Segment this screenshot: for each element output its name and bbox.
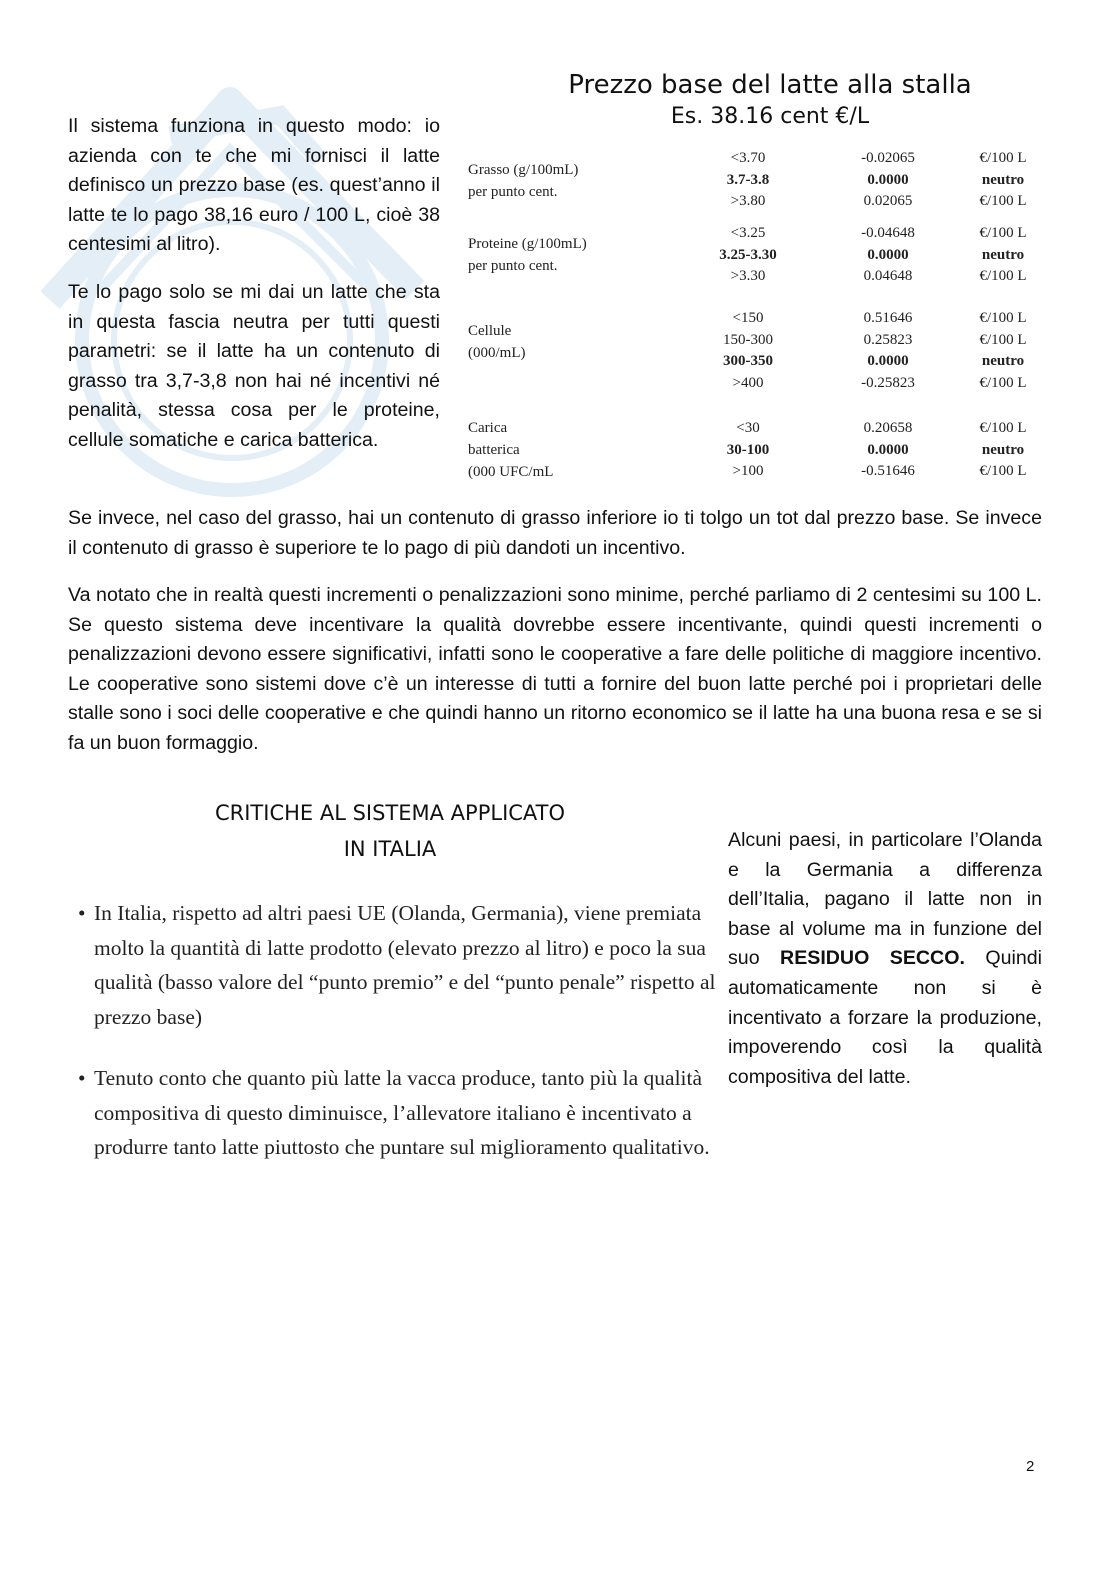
- slide-title: Prezzo base del latte alla stalla: [568, 70, 972, 100]
- slide-subtitle: Es. 38.16 cent €/L: [670, 104, 870, 129]
- table-group-label: Grasso (g/100mL): [468, 162, 579, 178]
- table-cell-range: 3.25-3.30: [719, 246, 777, 263]
- table-cell-unit: neutro: [981, 353, 1025, 370]
- critiche-bullet-2-text: Tenuto conto che quanto più latte la vacca produce, tanto più la qualità compositiva di questo diminuisce, l’allevatore italiano è incentivato a produrre tanto latte piuttosto che puntare sul miglioramento qualitativo.: [94, 1066, 710, 1159]
- table-cell-value: -0.04648: [861, 225, 915, 241]
- table-cell-unit: €/100 L: [979, 375, 1027, 392]
- table-cell-unit: €/100 L: [979, 463, 1027, 480]
- table-cell-unit: neutro: [981, 246, 1025, 263]
- table-cell-range: 150-300: [723, 331, 773, 348]
- table-group-label: per punto cent.: [468, 258, 558, 274]
- table-cell-range: <150: [732, 310, 764, 326]
- table-cell-unit: neutro: [981, 171, 1025, 188]
- page-number: 2: [1026, 1458, 1035, 1475]
- table-group-label: (000/mL): [468, 345, 526, 361]
- critiche-bullet-2: [78, 1061, 724, 1165]
- table-cell-range: >3.30: [730, 268, 766, 285]
- table-cell-value: -0.51646: [861, 463, 915, 480]
- table-cell-value: 0.20658: [863, 420, 913, 436]
- bullet-icon: •: [78, 901, 86, 925]
- table-cell-range: <3.25: [730, 225, 766, 241]
- critiche-bullet-1: [78, 896, 724, 1034]
- table-cell-unit: €/100 L: [979, 310, 1027, 326]
- table-cell-range: >400: [732, 375, 764, 392]
- table-cell-range: >100: [732, 463, 764, 480]
- table-cell-range: >3.80: [730, 193, 766, 210]
- table-cell-value: 0.04648: [863, 268, 913, 285]
- table-cell-unit: €/100 L: [979, 150, 1027, 166]
- table-cell-range: <3.70: [730, 150, 766, 166]
- table-cell-range: 300-350: [723, 353, 773, 370]
- table-group-label: Carica: [468, 420, 508, 436]
- table-cell-value: 0.51646: [863, 310, 913, 326]
- table-cell-value: 0.02065: [863, 193, 913, 210]
- table-group-label: Cellule: [468, 323, 512, 339]
- side-paragraph-bold: RESIDUO SECCO.: [780, 947, 965, 970]
- table-group-label: batterica: [468, 442, 520, 458]
- table-cell-value: 0.0000: [867, 353, 909, 370]
- table-group-label: (000 UFC/mL: [468, 464, 554, 480]
- table-cell-value: 0.0000: [867, 441, 909, 458]
- critiche-bullet-1-text: In Italia, rispetto ad altri paesi UE (Olanda, Germania), viene premiata molto la quantità di latte prodotto (elevato prezzo al litro) e poco la sua qualità (basso valore del “punto premio” e del “punto penale” rispetto al prezzo base): [94, 901, 716, 1029]
- table-group-label: per punto cent.: [468, 184, 558, 200]
- table-group-label: Proteine (g/100mL): [468, 236, 587, 252]
- table-cell-value: 0.0000: [867, 171, 909, 188]
- table-cell-unit: €/100 L: [979, 420, 1027, 436]
- side-paragraph-end: Quindi automaticamente non si è incentivato a forzare la produzione, impoverendo così la qualità compositiva del latte.: [728, 947, 1042, 1088]
- intro-paragraph-1: Il sistema funziona in questo modo: io azienda con te che mi fornisci il latte definisco un prezzo base (es. quest’anno il latte te lo pago 38,16 euro / 100 L, cioè 38 centesimi al litro).: [68, 115, 440, 256]
- table-cell-value: 0.0000: [867, 246, 909, 263]
- table-cell-unit: €/100 L: [979, 193, 1027, 210]
- intro-paragraph-2: Te lo pago solo se mi dai un latte che sta in questa fascia neutra per tutti questi parametri: se il latte ha un contenuto di grasso tra 3,7-3,8 non hai né incentivi né penalità, stessa cosa per le proteine, cellule somatiche e carica batterica.: [68, 281, 440, 451]
- table-cell-range: 30-100: [726, 441, 770, 458]
- table-cell-unit: €/100 L: [979, 331, 1027, 348]
- critiche-title-line-1: CRITICHE AL SISTEMA APPLICATO: [214, 801, 566, 825]
- side-paragraph-start: Alcuni paesi, in particolare l’Olanda e la Germania a differenza dell’Italia, pagano il latte non in base al volume ma in funzione del suo: [728, 829, 1042, 970]
- table-cell-unit: €/100 L: [979, 268, 1027, 285]
- bullet-icon: •: [78, 1066, 86, 1090]
- table-cell-range: 3.7-3.8: [726, 171, 770, 188]
- side-paragraph: [728, 826, 1042, 1092]
- table-cell-range: <30: [736, 420, 760, 436]
- table-cell-unit: neutro: [981, 441, 1025, 458]
- critiche-title-line-2: IN ITALIA: [343, 837, 437, 861]
- body-paragraph-3: Se invece, nel caso del grasso, hai un contenuto di grasso inferiore io ti tolgo un tot dal prezzo base. Se invece il contenuto di grasso è superiore te lo pago di più dandoti un incentivo.: [68, 507, 1042, 559]
- table-cell-unit: €/100 L: [979, 225, 1027, 241]
- body-paragraph-4: Va notato che in realtà questi incrementi o penalizzazioni sono minime, perché parliamo di 2 centesimi su 100 L. Se questo sistema deve incentivare la qualità dovrebbe essere incentivante, quindi questi incrementi o penalizzazioni devono essere significativi, infatti sono le cooperative a fare delle politiche di maggiore incentivo. Le cooperative sono sistemi dove c’è un interesse di tutti a fornire del buon latte perché poi i proprietari delle stalle sono i soci delle cooperative e che quindi hanno un ritorno economico se il latte ha una buona resa e se si fa un buon formaggio.: [68, 584, 1042, 754]
- table-cell-value: -0.02065: [861, 150, 915, 166]
- table-cell-value: -0.25823: [861, 375, 915, 392]
- table-cell-value: 0.25823: [863, 331, 913, 348]
